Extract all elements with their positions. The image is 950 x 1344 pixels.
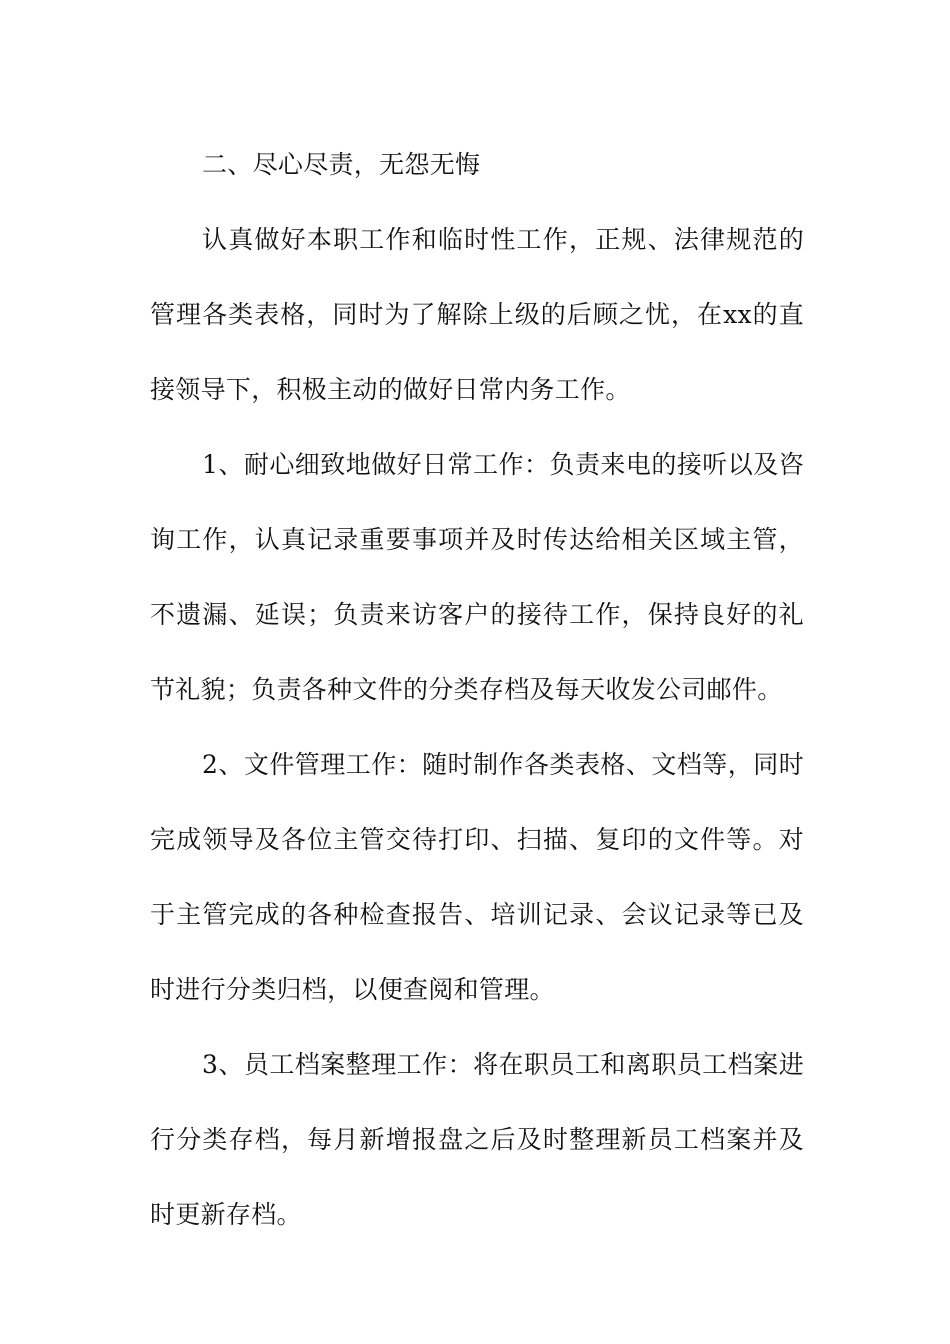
paragraph-item-1: 1、耐心细致地做好日常工作：负责来电的接听以及咨询工作，认真记录重要事项并及时传达给相关区域主管，不遗漏、延误；负责来访客户的接待工作，保持良好的礼节礼貌；负责各种文件的分类存档及每天收发公司邮件。 — [150, 450, 804, 704]
paragraph-item-3: 3、员工档案整理工作：将在职员工和离职员工档案进行分类存档，每月新增报盘之后及时整理新员工档案并及时更新存档。 — [150, 1050, 804, 1229]
section-heading: 二、尽心尽责，无怨无悔 — [202, 150, 481, 179]
paragraph-intro: 认真做好本职工作和临时性工作，正规、法律规范的管理各类表格，同时为了解除上级的后顾之忧，在xx的直接领导下，积极主动的做好日常内务工作。 — [150, 225, 804, 404]
paragraph-item-2: 2、文件管理工作：随时制作各类表格、文档等，同时完成领导及各位主管交待打印、扫描、复印的文件等。对于主管完成的各种检查报告、培训记录、会议记录等已及时进行分类归档，以便查阅和管理。 — [150, 750, 804, 1004]
document-body — [150, 127, 804, 1252]
